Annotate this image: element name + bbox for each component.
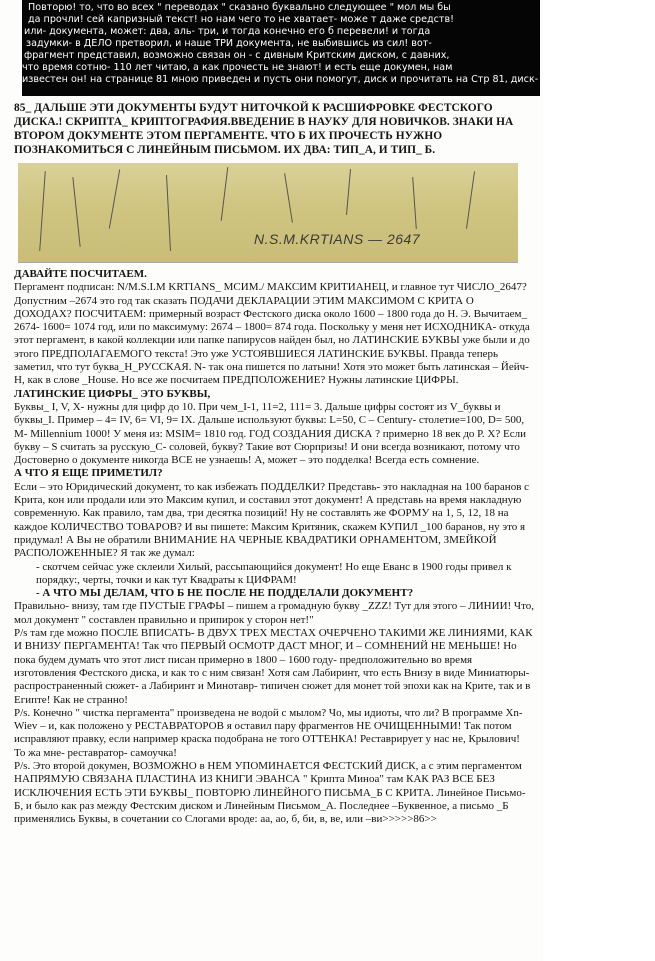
intro-paragraph: 85_ ДАЛЬШЕ ЭТИ ДОКУМЕНТЫ БУДУТ НИТОЧКОЙ К РАСШИФРОВКЕ ФЕСТСКОГО ДИСКА.! СКРИПТА_ КРИПТОГРАФИЯ.ВВЕДЕНИЕ В НАУКУ ДЛЯ НОВИЧКОВ. ЗНАКИ НА ВТОРОМ ДОКУМЕНТЕ ЭТОМ ПЕРГАМЕНТЕ. ЧТО Б ИХ ПРОЧЕСТЬ НУЖНО ПОЗНАКОМИТЬСЯ С ЛИНЕЙНЫМ ПИСЬМОМ. ИХ ДВА: ТИП_А, И ТИП_ Б. [14,102,514,156]
parchment-mark [39,171,46,251]
header-line: фрагмент представил, возможно связан он - с дивным Критским диском, с давних, [24,50,450,61]
header-line: да прочли! сей капризный текст! но нам чего то не хватает- може т даже средств! [28,14,455,25]
parchment-mark [412,177,417,229]
header-line: Повторю! то, что во всех " переводах " сказано буквально следующее " мол мы бы [28,2,451,13]
parchment-mark [72,177,80,247]
parchment-signature: N.S.M.KRTIANS — 2647 [254,231,421,247]
header-line: или- документа, может: два, аль- три, и тогда конечно его б перевели! и тогда [24,26,431,37]
body-paragraph: Если – это Юридический документ, то как избежать ПОДДЕЛКИ? Представь- это накладная на 100 баранов с Крита, кон или продали или это Максим купил, и составил этот документ! А представь на время накладную современную. Как правило, там два, три десятка позиций! Ну не составлять же ФОРМУ на 1, 5, 12, 18 на каждое КОЛИЧЕСТВО ТОВАРОВ? И вы пишете: Максим Критяник, скажем КУПИЛ _100 баранов, ну это я придумал! А Вы не обратили ВНИМАНИЕ НА ЧЕРНЫЕ КВАДРАТИКИ ОРНАМЕНТОМ, ЗМЕЙКОЙ РАСПОЛОЖЕННЫЕ? Я так же думал: [14,480,530,560]
parchment-image [18,163,518,263]
body-paragraph: ДАВАЙТЕ ПОСЧИТАЕМ. [14,268,147,280]
body-paragraph: - скотчем сейчас уже склеили Хилый, рассыпающийся документ! Но еще Еванс в 1900 годы привел к порядку:, черты, точки и как тут Квадраты к ЦИФРАМ! [36,560,512,586]
article-body [14,268,534,826]
body-paragraph: ЛАТИНСКИЕ ЦИФРЫ_ ЭТО БУКВЫ, [14,387,211,400]
parchment-mark [284,173,293,223]
body-paragraph: Правильно- внизу, там где ПУСТЫЕ ГРАФЫ – пишем а громадную букву _ZZZ! Тут для этого – ЛИНИИ! Что, мол документ " составлен правильно и припирок у сторон нет!" [14,600,534,626]
body-paragraph: P/s. Конечно " чистка пергамента" произведена не водой с мылом? Чо, мы идиоты, что ли? В программе Xn- Wiev – и, как положено у РЕСТАВРАТОРОВ я оставил пару фрагментов НЕ ОЧИЩЕННЫМИ! Так потом исправляют правку, если например краска подобрана не того ОТТЕНКА! Реставрирует у нас не, Крылович! То жа мне- реставратор- самоучка! [14,706,523,759]
parchment-mark [346,169,351,215]
body-paragraph: А ЧТО Я ЕЩЕ ПРИМЕТИЛ? [14,467,163,480]
parchment-mark [466,171,475,229]
parchment-mark [109,169,120,228]
header-line: известен он! на странице 81 мною приведен и пусть они помогут, диск и прочитать на Стр 81, диск- пергамент и пластина [22,74,655,85]
header-line: что время сотню- 110 лет читаю, а как прочесть не знают! и есть еще докумен, нам [22,62,453,73]
body-paragraph: Буквы_ I, V, X- нужны для цифр до 10. При чем_I-1, 11=2, 111= 3. Дальше цифры состоят из V_буквы и буквы_I. Пример – 4= IV, 6= VI, 9= IX. Дальше используют буквы: L=50, C – Century- столетие=100, D= 500, M- Millennium 1000! У меня из: MSIM= 1810 год. ГОД СОЗДАНИЯ ДИСКА ? примерно 18 век до Р. Х? Если букву – S считать за русскую_С- соловей, букву? Такие вот Сюрпризы! И они всегда возникают, потому что Достоверно о документе никогда ВСЕ не узнаешь! А, может – это подделка! Всегда есть сомнение. [14,400,526,467]
parchment-mark [166,175,171,251]
body-paragraph: P/s там где можно ПОСЛЕ ВПИСАТЬ- В ДВУХ ТРЕХ МЕСТАХ ОЧЕРЧЕНО ТАКИМИ ЖЕ ЛИНИЯМИ, КАК И ВНИЗУ ПЕРГАМЕНТА! Так что ПЕРВЫЙ ОСМОТР ДАСТ МНОГ, И – СОМНЕНИЙ НЕ МЕНЬШЕ! Но пока будем думать что этот лист писан примерно в 1800 – 1600 году- предположительно во время изготовления Фестского диска, и как то с ним связан! Хотя сам Лабиринт, что есть Внизу в виде Миниатюры- распространенный сюжет- а Лабиринт и Минотавр- типичен сюжет для монет той эпохи как на Крите, так и в Египте! Как не странно! [14,627,533,706]
body-paragraph: Пергамент подписан: N/M.S.I.M KRTIANS_ МСИМ./ МАКСИМ КРИТИАНЕЦ, и главное тут ЧИСЛО_2647? Допустним –2674 это год так сказать ПОДАЧИ ДЕКЛАРАЦИИ ЭТИМ МАКСИМОМ С КРИТА О ДОХОДАХ? ПОСЧИТАЕМ: примерный возраст Фестского диска около 1600 – 1800 года до Н. Э. Вычитаем_ 2674- 1600= 1074 год, или по максимуму: 2674 – 1800= 874 года. Поскольку у меня нет ИСХОДНИКА- откуда этот пергамент, в какой коллекции или папке папирусов найден был, но ЛАТИНСКИЕ БУКВЫ уже были и до этого ПРЕДПОЛАГАЕМОГО текста! Это уже УСТОЯВШИЕСЯ ЛАТИНСКИЕ БУКВЫ. Правда теперь заметил, что тут буква_Н_РУССКАЯ. N- так она пишется по латыни! Хотя это может быть латинская – Йейч- Н, как в слове _House. Но все же посчитаем ПРЕДПОЛОЖЕНИЕ? Нужны латинские ЦИФРЫ. [14,281,530,387]
body-paragraph: - А ЧТО МЫ ДЕЛАМ, ЧТО Б НЕ ПОСЛЕ НЕ ПОДДЕЛАЛИ ДОКУМЕНТ? [36,587,414,600]
parchment-mark [221,167,229,221]
header-line: задумки- в ДЕЛО претворил, и наше ТРИ документа, не выбившись из сил! вот- [26,38,432,49]
body-paragraph: P/s. Это второй докумен, ВОЗМОЖНО в НЕМ УПОМИНАЕТСЯ ФЕСТСКИЙ ДИСК, а с этим пергаментом НАПРЯМУЮ СВЯЗАНА ПЛАСТИНА ИЗ КНИГИ ЭВАНСА " Крипта Миноа" там КАК РАЗ ВСЕ БЕЗ ИСКЛЮЧЕНИЯ ЕСТЬ ЭТИ БУКВЫ_ ПОВТОРЮ ЛИНЕЙНОГО ПИСЬМА_Б С КРИТА. Линейное Письмо-Б, и было как раз между Фестским диском и Линейным Письмом_А. Последнее –Буквенное, а письмо _Б применялись Буквы, в сочетании со Слогами вроде: аа, ао, б, би, в, ве, или –ви>>>>>86>> [14,759,526,826]
